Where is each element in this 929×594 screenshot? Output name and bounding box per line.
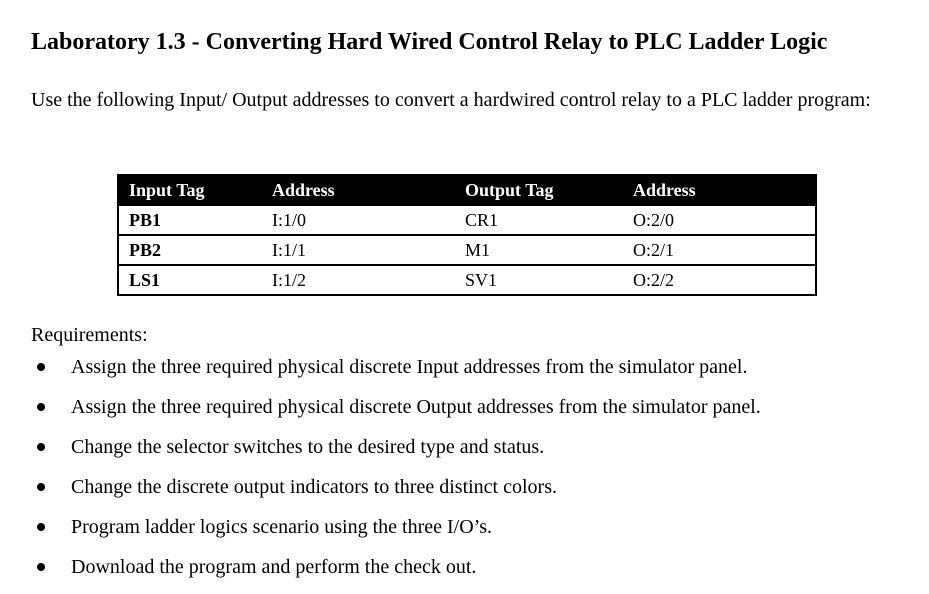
cell-input-address: I:1/2	[262, 265, 455, 295]
requirement-text: Program ladder logics scenario using the three I/O’s.	[71, 516, 492, 538]
cell-output-tag: SV1	[455, 265, 623, 295]
requirements-list	[31, 352, 761, 592]
list-item	[31, 392, 761, 432]
requirement-text: Change the discrete output indicators to three distinct colors.	[71, 476, 557, 498]
cell-input-tag: PB1	[118, 205, 262, 235]
requirement-text: Assign the three required physical discrete Input addresses from the simulator panel.	[71, 356, 748, 378]
cell-input-tag: PB2	[118, 235, 262, 265]
io-address-table	[117, 174, 817, 296]
cell-output-tag: M1	[455, 235, 623, 265]
list-item	[31, 352, 761, 392]
intro-paragraph: Use the following Input/ Output addresses to convert a hardwired control relay to a PLC ladder program:	[31, 89, 871, 111]
bullet-icon	[37, 483, 45, 491]
bullet-icon	[37, 563, 45, 571]
table-row	[118, 205, 816, 235]
table-header-row	[118, 175, 816, 205]
list-item	[31, 552, 761, 592]
cell-output-address: O:2/1	[623, 235, 816, 265]
requirement-text: Change the selector switches to the desired type and status.	[71, 436, 545, 458]
cell-output-address: O:2/0	[623, 205, 816, 235]
table-row	[118, 235, 816, 265]
page-title: Laboratory 1.3 - Converting Hard Wired Control Relay to PLC Ladder Logic	[31, 29, 828, 55]
bullet-icon	[37, 443, 45, 451]
header-output-tag: Output Tag	[455, 175, 623, 205]
cell-input-tag: LS1	[118, 265, 262, 295]
list-item	[31, 472, 761, 512]
header-output-address: Address	[623, 175, 816, 205]
list-item	[31, 512, 761, 552]
cell-output-tag: CR1	[455, 205, 623, 235]
requirements-heading: Requirements:	[31, 324, 148, 346]
requirement-text: Download the program and perform the check out.	[71, 556, 477, 578]
cell-output-address: O:2/2	[623, 265, 816, 295]
requirement-text: Assign the three required physical discrete Output addresses from the simulator panel.	[71, 396, 761, 418]
table-row	[118, 265, 816, 295]
bullet-icon	[37, 523, 45, 531]
bullet-icon	[37, 363, 45, 371]
cell-input-address: I:1/1	[262, 235, 455, 265]
bullet-icon	[37, 403, 45, 411]
header-input-address: Address	[262, 175, 455, 205]
cell-input-address: I:1/0	[262, 205, 455, 235]
header-input-tag: Input Tag	[118, 175, 262, 205]
list-item	[31, 432, 761, 472]
